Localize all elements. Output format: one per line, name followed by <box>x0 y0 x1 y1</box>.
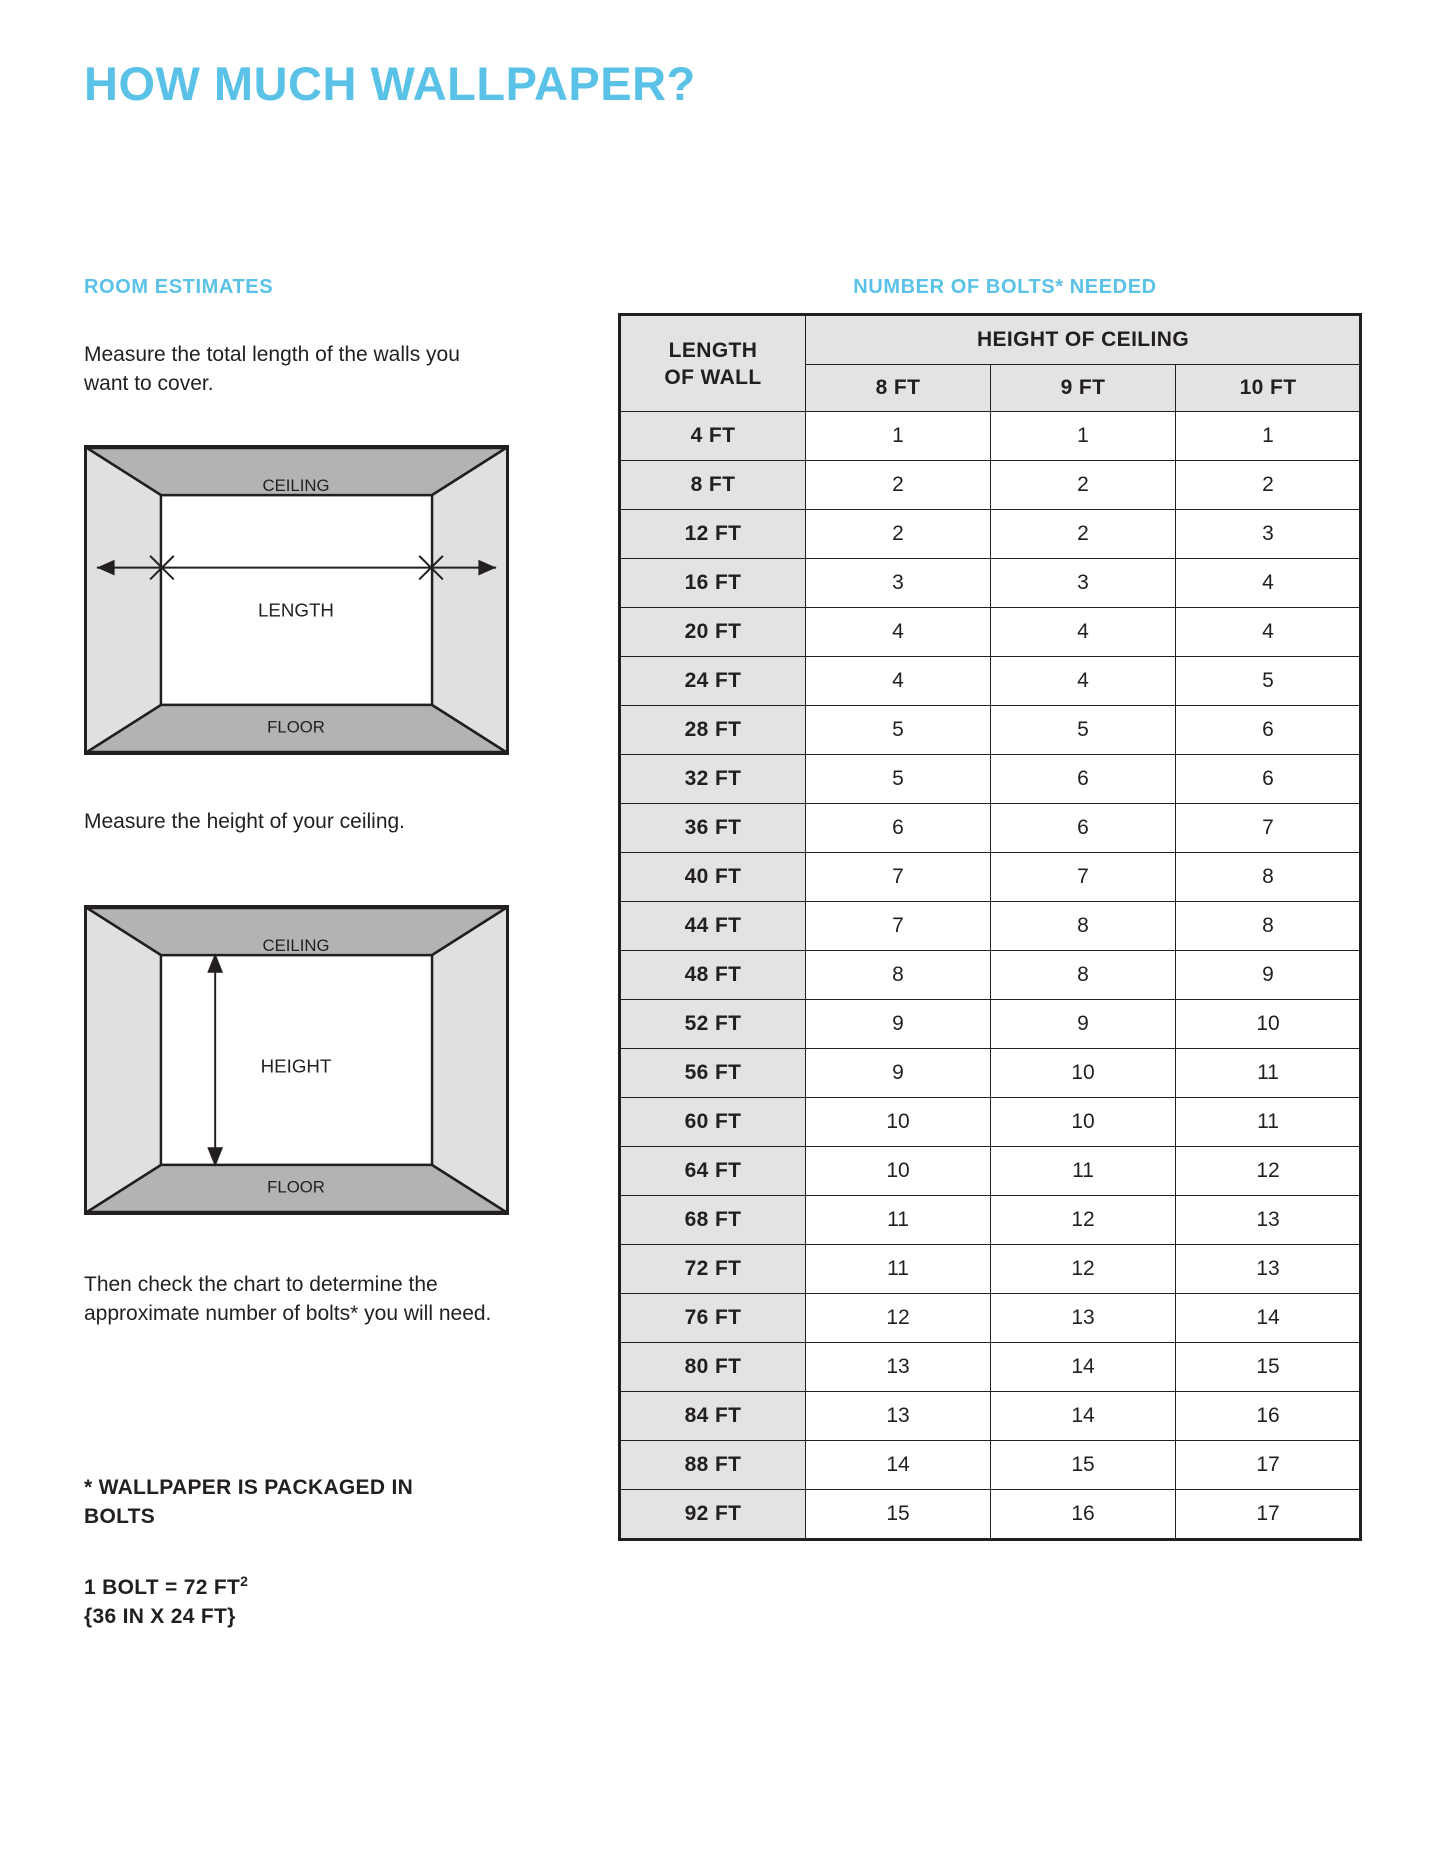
bolts-value-cell: 4 <box>991 608 1176 657</box>
bolts-value-cell: 9 <box>991 1000 1176 1049</box>
instruction-paragraph-3: Then check the chart to determine the approximate number of bolts* you will need. <box>84 1273 492 1325</box>
wall-length-cell: 12 FT <box>621 510 806 559</box>
wall-length-cell: 8 FT <box>621 461 806 510</box>
bolts-value-cell: 16 <box>991 1490 1176 1539</box>
bolts-value-cell: 2 <box>1176 461 1361 510</box>
bolts-value-cell: 9 <box>806 1049 991 1098</box>
bolts-value-cell: 8 <box>806 951 991 1000</box>
bolts-value-cell: 15 <box>806 1490 991 1539</box>
table-row <box>621 1441 1361 1490</box>
bolts-value-cell: 16 <box>1176 1392 1361 1441</box>
bolts-value-cell: 14 <box>991 1392 1176 1441</box>
bolts-value-cell: 10 <box>991 1049 1176 1098</box>
table-row <box>621 1196 1361 1245</box>
bolts-value-cell: 11 <box>1176 1098 1361 1147</box>
bolts-value-cell: 2 <box>806 510 991 559</box>
column-header-10ft: 10 FT <box>1176 365 1361 412</box>
bolts-value-cell: 7 <box>1176 804 1361 853</box>
bolts-value-cell: 1 <box>806 412 991 461</box>
bolts-value-cell: 9 <box>1176 951 1361 1000</box>
bolts-value-cell: 2 <box>991 461 1176 510</box>
bolts-value-cell: 8 <box>991 951 1176 1000</box>
room-diagram-length-svg <box>87 448 506 752</box>
bolts-value-cell: 4 <box>991 657 1176 706</box>
table-row <box>621 1098 1361 1147</box>
floor-label: FLOOR <box>267 1177 325 1197</box>
wall-length-cell: 72 FT <box>621 1245 806 1294</box>
ceiling-label: CEILING <box>262 936 330 956</box>
bolts-value-cell: 6 <box>1176 706 1361 755</box>
bolts-value-cell: 3 <box>991 559 1176 608</box>
wall-length-cell: 40 FT <box>621 853 806 902</box>
bolt-size-line1: 1 BOLT = 72 FT <box>84 1576 241 1599</box>
table-row <box>621 1147 1361 1196</box>
table-row <box>621 510 1361 559</box>
bolts-value-cell: 6 <box>806 804 991 853</box>
wall-length-cell: 24 FT <box>621 657 806 706</box>
wall-length-cell: 88 FT <box>621 1441 806 1490</box>
wall-length-cell: 16 FT <box>621 559 806 608</box>
bolts-value-cell: 5 <box>806 706 991 755</box>
bolt-footnote: * WALLPAPER IS PACKAGED IN BOLTS <box>84 1476 414 1528</box>
wall-length-cell: 84 FT <box>621 1392 806 1441</box>
column-header-8ft: 8 FT <box>806 365 991 412</box>
bolts-value-cell: 7 <box>806 853 991 902</box>
wall-length-cell: 60 FT <box>621 1098 806 1147</box>
bolts-value-cell: 11 <box>991 1147 1176 1196</box>
height-label: HEIGHT <box>260 1055 332 1077</box>
wall-length-cell: 48 FT <box>621 951 806 1000</box>
bolts-value-cell: 7 <box>806 902 991 951</box>
table-header <box>621 316 1361 412</box>
room-diagram-height-svg <box>87 908 506 1212</box>
table-row <box>621 1490 1361 1539</box>
bolts-value-cell: 15 <box>1176 1343 1361 1392</box>
bolts-value-cell: 6 <box>991 755 1176 804</box>
wall-length-cell: 80 FT <box>621 1343 806 1392</box>
room-diagram-length <box>84 445 509 755</box>
wall-length-cell: 68 FT <box>621 1196 806 1245</box>
ceiling-label: CEILING <box>262 476 330 496</box>
bolts-value-cell: 12 <box>991 1196 1176 1245</box>
bolts-value-cell: 8 <box>1176 853 1361 902</box>
table-row <box>621 1343 1361 1392</box>
bolts-value-cell: 3 <box>806 559 991 608</box>
bolts-value-cell: 2 <box>991 510 1176 559</box>
bolts-table <box>620 315 1361 1539</box>
table-row <box>621 1245 1361 1294</box>
column-header-9ft: 9 FT <box>991 365 1176 412</box>
bolts-value-cell: 9 <box>806 1000 991 1049</box>
wall-length-cell: 4 FT <box>621 412 806 461</box>
length-header-line2: OF WALL <box>664 365 762 389</box>
table-row <box>621 1049 1361 1098</box>
bolts-value-cell: 13 <box>1176 1245 1361 1294</box>
table-row <box>621 706 1361 755</box>
bolts-value-cell: 13 <box>1176 1196 1361 1245</box>
bolts-value-cell: 8 <box>991 902 1176 951</box>
bolts-value-cell: 10 <box>991 1098 1176 1147</box>
bolts-value-cell: 15 <box>991 1441 1176 1490</box>
bolts-value-cell: 17 <box>1176 1490 1361 1539</box>
height-of-ceiling-header: HEIGHT OF CEILING <box>806 316 1361 365</box>
wall-length-cell: 20 FT <box>621 608 806 657</box>
wall-length-cell: 44 FT <box>621 902 806 951</box>
bolts-value-cell: 4 <box>806 608 991 657</box>
floor-label: FLOOR <box>267 717 325 737</box>
bolts-value-cell: 6 <box>1176 755 1361 804</box>
bolts-value-cell: 14 <box>806 1441 991 1490</box>
bolts-value-cell: 1 <box>991 412 1176 461</box>
bolts-value-cell: 10 <box>806 1098 991 1147</box>
wall-length-cell: 36 FT <box>621 804 806 853</box>
bolts-value-cell: 11 <box>806 1245 991 1294</box>
table-row <box>621 657 1361 706</box>
bolts-table-container <box>620 315 1360 1539</box>
bolts-value-cell: 5 <box>1176 657 1361 706</box>
bolts-value-cell: 11 <box>806 1196 991 1245</box>
bolts-value-cell: 12 <box>1176 1147 1361 1196</box>
wall-length-cell: 64 FT <box>621 1147 806 1196</box>
room-estimates-heading: ROOM ESTIMATES <box>84 276 274 298</box>
bolts-value-cell: 3 <box>1176 510 1361 559</box>
wall-length-cell: 52 FT <box>621 1000 806 1049</box>
bolts-value-cell: 14 <box>1176 1294 1361 1343</box>
bolts-value-cell: 12 <box>806 1294 991 1343</box>
bolts-value-cell: 12 <box>991 1245 1176 1294</box>
bolts-value-cell: 10 <box>806 1147 991 1196</box>
instruction-paragraph-2: Measure the height of your ceiling. <box>84 810 406 833</box>
bolts-value-cell: 13 <box>806 1343 991 1392</box>
table-row <box>621 902 1361 951</box>
table-row <box>621 1294 1361 1343</box>
bolts-value-cell: 4 <box>1176 608 1361 657</box>
table-row <box>621 1000 1361 1049</box>
table-row <box>621 853 1361 902</box>
table-row <box>621 804 1361 853</box>
wall-length-cell: 32 FT <box>621 755 806 804</box>
bolts-value-cell: 6 <box>991 804 1176 853</box>
wall-length-cell: 76 FT <box>621 1294 806 1343</box>
length-header-line1: LENGTH <box>668 338 758 362</box>
wall-length-cell: 56 FT <box>621 1049 806 1098</box>
table-row <box>621 559 1361 608</box>
length-of-wall-header <box>621 316 806 412</box>
bolts-table-heading: NUMBER OF BOLTS* NEEDED <box>853 276 1157 298</box>
bolt-size-superscript: 2 <box>240 1573 249 1589</box>
table-header-row-1 <box>621 316 1361 365</box>
bolts-value-cell: 1 <box>1176 412 1361 461</box>
length-label: LENGTH <box>258 599 334 621</box>
bolt-size-line2: {36 IN X 24 FT} <box>84 1605 236 1628</box>
table-body <box>621 412 1361 1539</box>
bolts-value-cell: 10 <box>1176 1000 1361 1049</box>
bolts-value-cell: 5 <box>991 706 1176 755</box>
bolts-value-cell: 8 <box>1176 902 1361 951</box>
page-title: HOW MUCH WALLPAPER? <box>84 57 696 110</box>
table-row <box>621 412 1361 461</box>
table-row <box>621 461 1361 510</box>
table-row <box>621 1392 1361 1441</box>
wall-length-cell: 92 FT <box>621 1490 806 1539</box>
instruction-paragraph-1: Measure the total length of the walls you want to cover. <box>84 343 460 395</box>
bolts-value-cell: 17 <box>1176 1441 1361 1490</box>
bolts-value-cell: 13 <box>806 1392 991 1441</box>
table-row <box>621 951 1361 1000</box>
bolts-value-cell: 13 <box>991 1294 1176 1343</box>
bolts-value-cell: 7 <box>991 853 1176 902</box>
bolts-value-cell: 4 <box>806 657 991 706</box>
bolts-value-cell: 5 <box>806 755 991 804</box>
wall-length-cell: 28 FT <box>621 706 806 755</box>
bolts-value-cell: 14 <box>991 1343 1176 1392</box>
bolt-size-note <box>84 1567 484 1631</box>
bolts-value-cell: 11 <box>1176 1049 1361 1098</box>
table-row <box>621 608 1361 657</box>
bolts-value-cell: 4 <box>1176 559 1361 608</box>
bolts-value-cell: 2 <box>806 461 991 510</box>
table-row <box>621 755 1361 804</box>
room-diagram-height <box>84 905 509 1215</box>
